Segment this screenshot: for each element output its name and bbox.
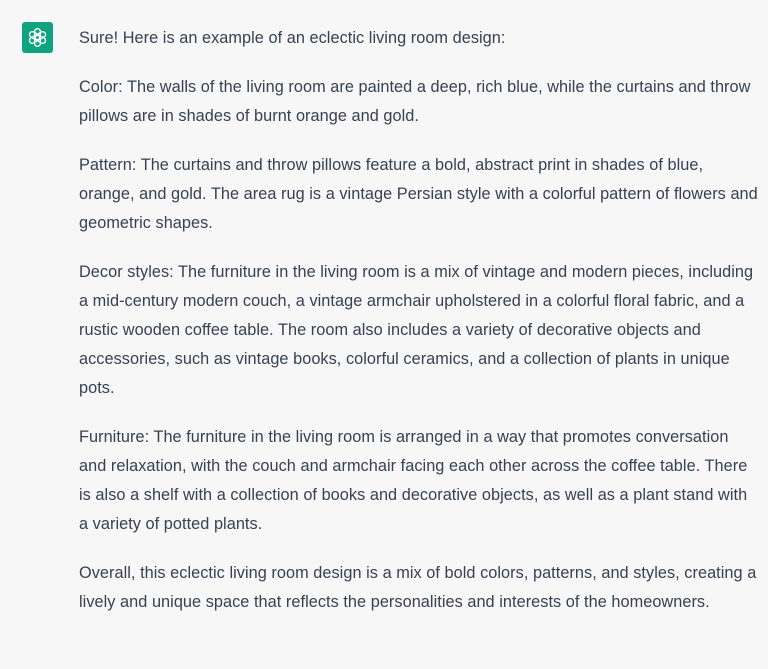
message-paragraph-decor-styles: Decor styles: The furniture in the living room is a mix of vintage and modern pieces, including a mid-century modern couch, a vintage armchair upholstered in a colorful floral fabric, and a rustic wooden coffee table. The room also includes a variety of decorative objects and accessories, such as vintage books, colorful ceramics, and a collection of plants in unique pots. (79, 263, 754, 397)
assistant-avatar (22, 22, 53, 53)
message-paragraph-overall: Overall, this eclectic living room design is a mix of bold colors, patterns, and styles, creating a lively and unique space that reflects the personalities and interests of the homeowners. (79, 564, 757, 611)
message-content (79, 24, 759, 637)
message-paragraph-furniture: Furniture: The furniture in the living room is arranged in a way that promotes conversation and relaxation, with the couch and armchair facing each other across the coffee table. There is also a shelf with a collection of books and decorative objects, as well as a plant stand with a variety of potted plants. (79, 428, 748, 533)
openai-logo-icon (26, 26, 49, 49)
message-paragraph-pattern: Pattern: The curtains and throw pillows feature a bold, abstract print in shades of blue, orange, and gold. The area rug is a vintage Persian style with a colorful pattern of flowers and geometric shapes. (79, 156, 758, 232)
message-paragraph-intro: Sure! Here is an example of an eclectic living room design: (79, 29, 506, 47)
message-paragraph-color: Color: The walls of the living room are painted a deep, rich blue, while the curtains and throw pillows are in shades of burnt orange and gold. (79, 78, 751, 125)
